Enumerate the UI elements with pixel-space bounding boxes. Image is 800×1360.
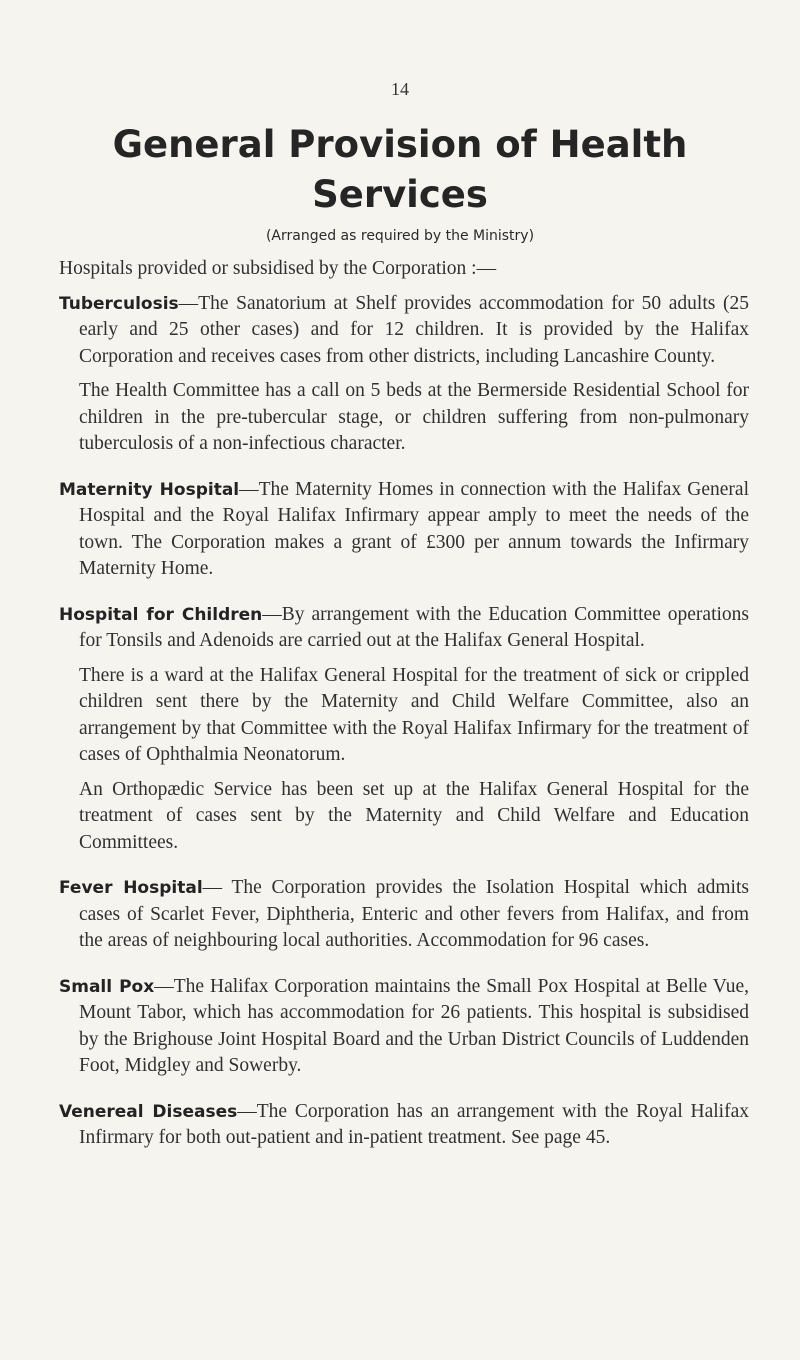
section-paragraph — [59, 875, 749, 955]
section-heading-venereal-diseases: Venereal Diseases — [59, 1101, 238, 1122]
page-title: General Provision of Health Services — [112, 123, 688, 216]
page-subtitle: (Arranged as required by the Ministry) — [265, 228, 535, 244]
section-venereal-diseases — [59, 1099, 749, 1152]
section-paragraph — [59, 974, 749, 1080]
section-small-pox — [59, 974, 749, 1080]
section-paragraph — [59, 1099, 749, 1152]
section-paragraph — [59, 477, 749, 583]
section-tuberculosis — [59, 291, 749, 458]
intro-paragraph: Hospitals provided or subsidised by the Corporation :— — [59, 258, 497, 279]
section-text: —By arrangement with the Education Committee operations for Tonsils and Adenoids are carried out at the Halifax General Hospital. — [79, 603, 749, 651]
section-heading-tuberculosis: Tuberculosis — [59, 293, 179, 314]
section-text: —The Corporation has an arrangement with the Royal Halifax Infirmary for both out-patient and in-patient treatment. See page 45. — [79, 1100, 749, 1148]
section-paragraph — [59, 602, 749, 655]
section-heading-fever-hospital: Fever Hospital — [59, 878, 203, 898]
section-fever-hospital — [59, 875, 749, 955]
section-paragraph: There is a ward at the Halifax General Hospital for the treatment of sick or crippled children sent there by the Maternity and Child Welfare Committee, also an arrangement by that Committee with the Royal Halifax Infirmary for the treatment of cases of Ophthalmia Neonatorum. — [79, 664, 749, 765]
section-text: —The Halifax Corporation maintains the Small Pox Hospital at Belle Vue, Mount Tabor, which has accommodation for 26 patients. This hospital is subsidised by the Brighouse Joint Hospital Board and the Urban District Councils of Luddenden Foot, Midgley and Sowerby. — [79, 975, 750, 1076]
section-text: — The Corporation provides the Isolation Hospital which admits cases of Scarlet Fever, Diphtheria, Enteric and other fevers from Halifax, and from the areas of neighbouring local authorities. Accommodation for 96 cases. — [79, 877, 749, 951]
section-paragraph — [59, 291, 749, 371]
section-heading-small-pox: Small Pox — [59, 976, 155, 997]
section-maternity-hospital — [59, 477, 749, 583]
page-number: 14 — [391, 79, 409, 99]
section-hospital-for-children — [59, 602, 749, 857]
section-paragraph: The Health Committee has a call on 5 beds at the Bermerside Residential School for children in the pre-tubercular stage, or children suffering from non-pulmonary tuberculosis of a non-infectious character. — [79, 380, 749, 454]
section-text: —The Maternity Homes in connection with the Halifax General Hospital and the Royal Halifax Infirmary appear amply to meet the needs of the town. The Corporation makes a grant of £300 per annum towards the Infirmary Maternity Home. — [79, 478, 749, 579]
section-text: —The Sanatorium at Shelf provides accommodation for 50 adults (25 early and 25 other cases) and for 12 children. It is provided by the Halifax Corporation and receives cases from other districts, including Lancashire County. — [79, 292, 749, 367]
section-heading-maternity-hospital: Maternity Hospital — [59, 479, 240, 500]
section-paragraph: An Orthopædic Service has been set up at the Halifax General Hospital for the treatment of cases sent by the Maternity and Child Welfare and Education Committees. — [79, 778, 749, 853]
section-heading-hospital-for-children: Hospital for Children — [59, 604, 263, 625]
document-body — [59, 256, 749, 1171]
